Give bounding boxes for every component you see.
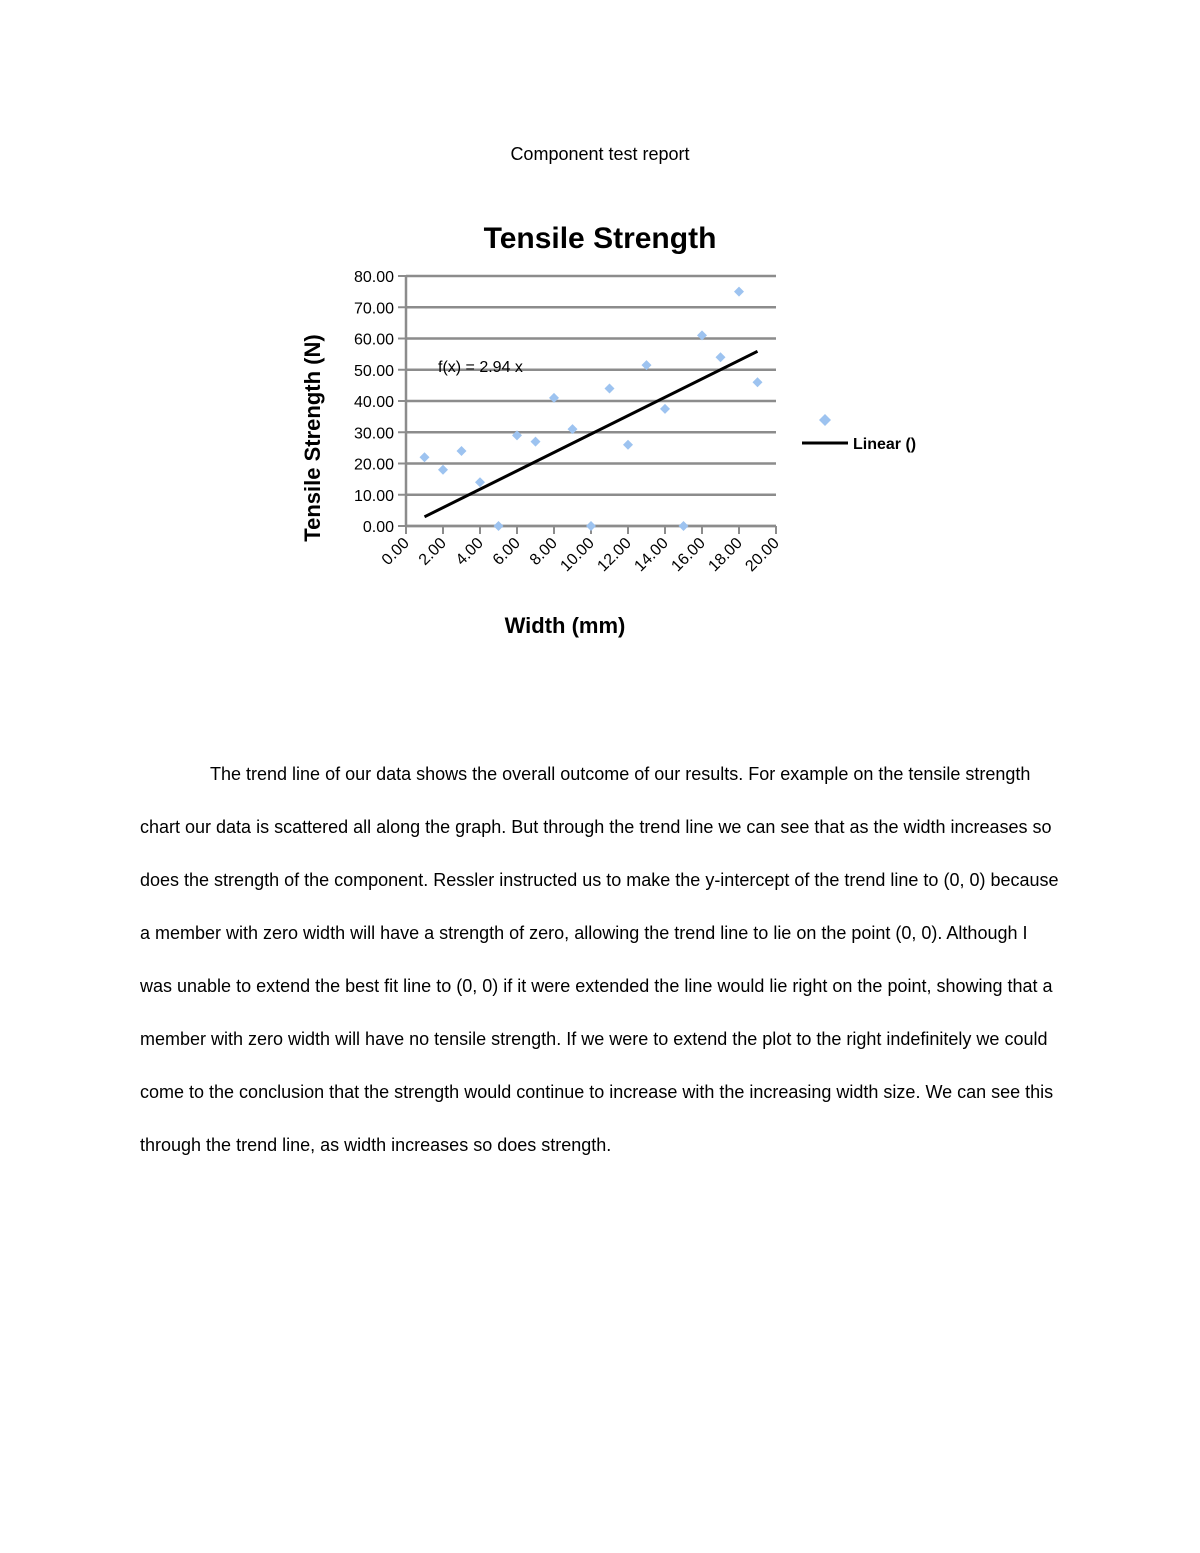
data-point-18 bbox=[753, 377, 763, 387]
chart-legend bbox=[802, 414, 916, 453]
x-tick-label-7: 14.00 bbox=[631, 534, 672, 576]
body-paragraph: The trend line of our data shows the overall outcome of our results. For example on the tensile strength chart our data is scattered all along the graph. But through the trend line we can see that as the width increases so does the strength of the component. Ressler instructed us to make the y-intercept of the trend line to (0, 0) because a member with zero width will have a strength of zero, allowing the trend line to lie on the point (0, 0). Although I was unable to extend the best fit line to (0, 0) if it were extended the line would lie right on the point, showing that a member with zero width will have no tensile strength. If we were to extend the plot to the right indefinitely we could come to the conclusion that the strength would continue to increase with the increasing width size. We can see this through the trend line, as width increases so does strength. bbox=[140, 764, 1059, 1155]
y-tick-label-8: 80.00 bbox=[353, 269, 394, 286]
data-point-0 bbox=[420, 452, 430, 462]
data-point-10 bbox=[605, 384, 615, 394]
chart-title: Tensile Strength bbox=[483, 222, 717, 255]
x-axis-label: Width (mm) bbox=[504, 613, 626, 638]
x-tick-label-0: 0.00 bbox=[378, 534, 413, 569]
y-tick-label-5: 50.00 bbox=[353, 362, 394, 380]
x-tick-label-1: 2.00 bbox=[415, 534, 450, 569]
y-tick-label-1: 10.00 bbox=[353, 487, 394, 505]
trend-equation: f(x) = 2.94 x bbox=[438, 359, 523, 376]
x-tick-label-10: 20.00 bbox=[742, 534, 783, 576]
chart-gridlines bbox=[406, 276, 776, 526]
y-tick-label-3: 30.00 bbox=[353, 425, 394, 443]
x-tick-label-5: 10.00 bbox=[557, 534, 598, 576]
trend-line bbox=[425, 351, 758, 517]
x-tick-label-8: 16.00 bbox=[668, 534, 709, 576]
trend-line-group bbox=[425, 351, 758, 517]
report-body bbox=[140, 748, 1060, 1172]
x-axis-ticks bbox=[379, 526, 783, 575]
data-point-4 bbox=[494, 521, 504, 531]
data-point-2 bbox=[457, 446, 467, 456]
legend-scatter-marker bbox=[819, 414, 831, 426]
page-header: Component test report bbox=[510, 144, 690, 164]
data-point-3 bbox=[475, 477, 485, 487]
x-tick-label-9: 18.00 bbox=[705, 534, 746, 576]
y-tick-label-4: 40.00 bbox=[353, 394, 394, 411]
y-tick-label-7: 70.00 bbox=[353, 300, 394, 318]
data-point-11 bbox=[623, 440, 633, 450]
y-tick-label-2: 20.00 bbox=[353, 456, 394, 474]
x-tick-label-4: 8.00 bbox=[526, 534, 561, 569]
data-point-13 bbox=[660, 404, 670, 414]
y-tick-label-0: 0.00 bbox=[362, 519, 394, 536]
y-axis-label: Tensile Strength (N) bbox=[300, 334, 325, 542]
legend-label-linear: Linear () bbox=[853, 436, 917, 453]
data-point-1 bbox=[438, 465, 448, 475]
tensile-strength-chart bbox=[0, 0, 1200, 700]
x-tick-label-2: 4.00 bbox=[452, 534, 487, 569]
data-point-14 bbox=[679, 521, 689, 531]
data-point-16 bbox=[716, 352, 726, 362]
x-tick-label-3: 6.00 bbox=[489, 534, 524, 569]
data-point-9 bbox=[586, 521, 596, 531]
y-axis-ticks bbox=[354, 269, 406, 536]
data-point-17 bbox=[734, 287, 744, 297]
x-tick-label-6: 12.00 bbox=[594, 534, 635, 576]
y-tick-label-6: 60.00 bbox=[353, 331, 394, 349]
data-point-6 bbox=[531, 437, 541, 447]
